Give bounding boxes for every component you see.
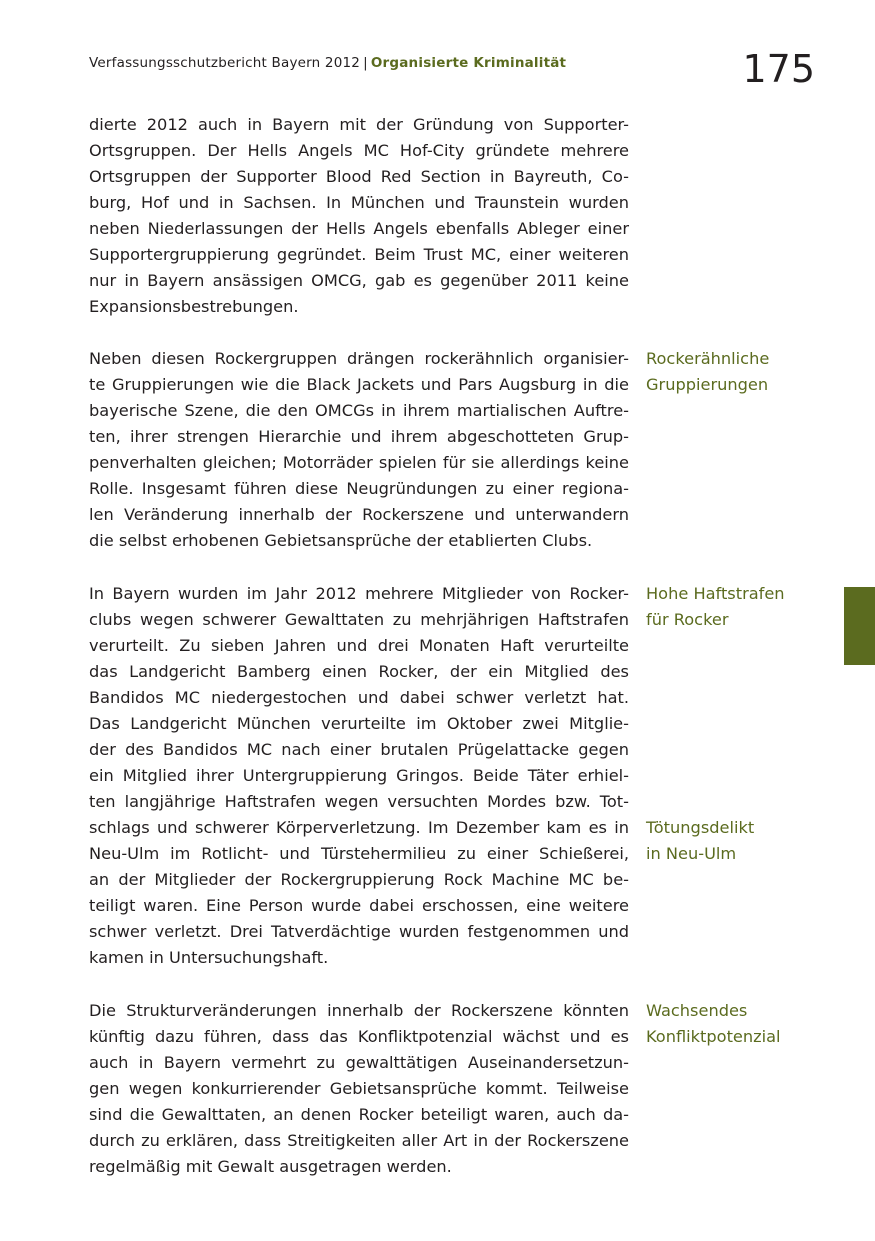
text-line: regelmäßig mit Gewalt ausgetragen werden. [89, 1157, 452, 1176]
text-line: Neu-Ulm im Rotlicht- und Türstehermilieu zu einer Schießerei, [89, 844, 629, 863]
text-line: neben Niederlassungen der Hells Angels ebenfalls Ableger einer [89, 219, 629, 238]
text-line: te Gruppierungen wie die Black Jackets und Pars Augsburg in die [89, 375, 629, 394]
text-line: durch zu erklären, dass Streitigkeiten aller Art in der Rockerszene [89, 1131, 629, 1150]
text-line: schlags und schwerer Körperverletzung. Im Dezember kam es in [89, 818, 629, 837]
text-line: verurteilt. Zu sieben Jahren und drei Monaten Haft verurteilte [89, 636, 629, 655]
text-line: burg, Hof und in Sachsen. In München und Traunstein wurden [89, 193, 629, 212]
running-title: Verfassungsschutzbericht Bayern 2012 [89, 55, 361, 71]
text-line: teiligt waren. Eine Person wurde dabei erschossen, eine weitere [89, 896, 629, 915]
text-line: die selbst erhobenen Gebietsansprüche der etablierten Clubs. [89, 531, 593, 550]
text-line: künftig dazu führen, dass das Konfliktpotenzial wächst und es [89, 1027, 629, 1046]
text-line: Expansionsbestrebungen. [89, 297, 299, 316]
section-title: Organisierte Kriminalität [370, 55, 567, 71]
margin-note-hohe-haftstrafen [646, 581, 816, 633]
text-line: Supportergruppierung gegründet. Beim Trust MC, einer weiteren [89, 245, 629, 264]
text-line: nur in Bayern ansässigen OMCG, gab es gegenüber 2011 keine [89, 271, 629, 290]
paragraph-3 [89, 581, 629, 971]
text-line: Bandidos MC niedergestochen und dabei schwer verletzt hat. [89, 688, 629, 707]
text-line: bayerische Szene, die den OMCGs in ihrem martialischen Auftre- [89, 401, 629, 420]
text-line: ten, ihrer strengen Hierarchie und ihrem abgeschotteten Grup- [89, 427, 629, 446]
page-number: 175 [742, 47, 815, 91]
paragraph-2 [89, 346, 629, 554]
margin-note-line: Hohe Haftstrafen [646, 584, 785, 603]
paragraph-1 [89, 112, 629, 320]
text-line: penverhalten gleichen; Motorräder spielen für sie allerdings keine [89, 453, 629, 472]
text-line: Rolle. Insgesamt führen diese Neugründungen zu einer regiona- [89, 479, 629, 498]
text-line: ten langjährige Haftstrafen wegen versuchten Mordes bzw. Tot- [89, 792, 629, 811]
margin-note-rockeraehnliche-gruppierungen [646, 346, 816, 398]
margin-note-line: Wachsendes [646, 1001, 748, 1020]
text-line: ein Mitglied ihrer Untergruppierung Gringos. Beide Täter erhiel- [89, 766, 629, 785]
text-line: gen wegen konkurrierender Gebietsansprüche kommt. Teilweise [89, 1079, 629, 1098]
text-line: auch in Bayern vermehrt zu gewalttätigen Auseinandersetzun- [89, 1053, 629, 1072]
margin-note-line: Tötungsdelikt [646, 818, 755, 837]
text-line: Das Landgericht München verurteilte im Oktober zwei Mitglie- [89, 714, 629, 733]
text-line: In Bayern wurden im Jahr 2012 mehrere Mitglieder von Rocker- [89, 584, 629, 603]
text-line: Ortsgruppen. Der Hells Angels MC Hof-City gründete mehrere [89, 141, 629, 160]
text-line: kamen in Untersuchungshaft. [89, 948, 329, 967]
text-line: len Veränderung innerhalb der Rockerszene und unterwandern [89, 505, 629, 524]
margin-note-line: Konfliktpotenzial [646, 1027, 781, 1046]
header-separator: | [363, 55, 368, 71]
margin-note-toetungsdelikt [646, 815, 816, 867]
text-line: das Landgericht Bamberg einen Rocker, der ein Mitglied des [89, 662, 629, 681]
paragraph-4 [89, 998, 629, 1180]
text-line: Ortsgruppen der Supporter Blood Red Section in Bayreuth, Co- [89, 167, 629, 186]
margin-note-line: für Rocker [646, 610, 729, 629]
text-line: dierte 2012 auch in Bayern mit der Gründung von Supporter- [89, 115, 629, 134]
chapter-tab-marker [844, 587, 875, 665]
text-line: schwer verletzt. Drei Tatverdächtige wurden festgenommen und [89, 922, 629, 941]
text-line: sind die Gewalttaten, an denen Rocker beteiligt waren, auch da- [89, 1105, 629, 1124]
text-line: an der Mitglieder der Rockergruppierung Rock Machine MC be- [89, 870, 629, 889]
text-line: Die Strukturveränderungen innerhalb der Rockerszene könnten [89, 1001, 629, 1020]
margin-note-line: Rockerähnliche [646, 349, 770, 368]
running-header [89, 55, 566, 71]
margin-note-line: in Neu-Ulm [646, 844, 737, 863]
text-line: Neben diesen Rockergruppen drängen rockerähnlich organisier- [89, 349, 629, 368]
text-line: clubs wegen schwerer Gewalttaten zu mehrjährigen Haftstrafen [89, 610, 629, 629]
margin-note-wachsendes-konfliktpotenzial [646, 998, 816, 1050]
text-line: der des Bandidos MC nach einer brutalen Prügelattacke gegen [89, 740, 629, 759]
margin-note-line: Gruppierungen [646, 375, 769, 394]
